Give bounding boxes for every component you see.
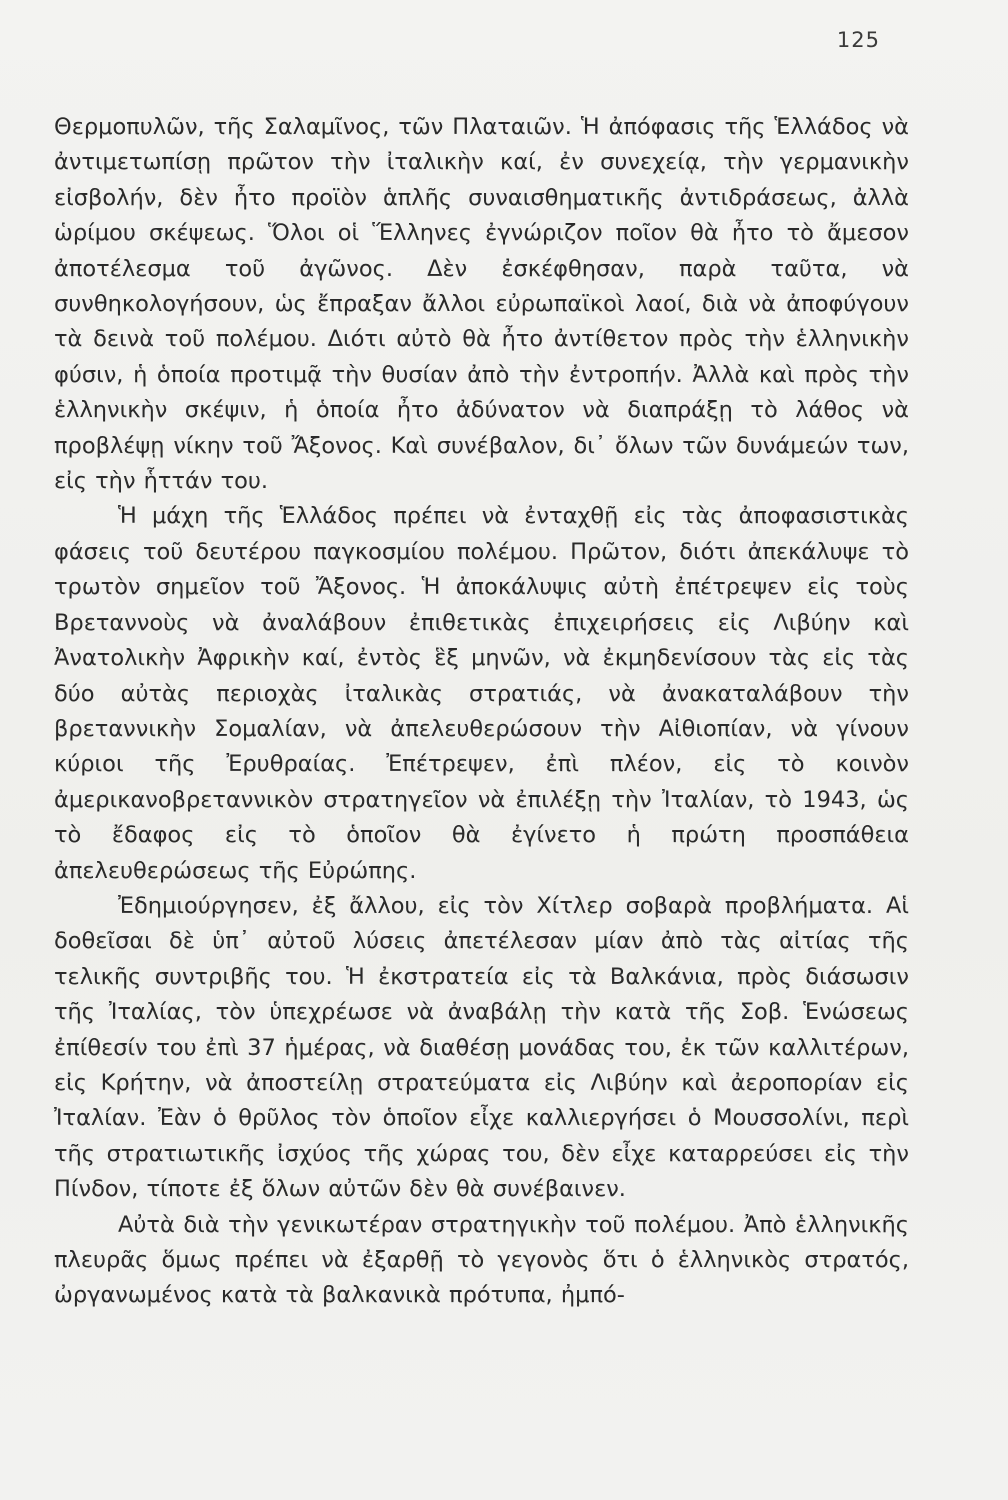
- body-text: [54, 110, 909, 1314]
- paragraph-2: Ἡ μάχη τῆς Ἑλλάδος πρέπει νὰ ἐνταχθῇ εἰς τὰς ἀποφασιστικὰς φάσεις τοῦ δευτέρου παγκοσμίου πολέμου. Πρῶτον, διότι ἀπεκάλυψε τὸ τρωτὸν σημεῖον τοῦ Ἄξονος. Ἡ ἀποκάλυψις αὐτὴ ἐπέτρεψεν εἰς τοὺς Βρεταννοὺς νὰ ἀναλάβουν ἐπιθετικὰς ἐπιχειρήσεις εἰς Λιβύην καὶ Ἀνατολικὴν Ἀφρικὴν καί, ἐντὸς ἓξ μηνῶν, νὰ ἐκμηδενίσουν τὰς εἰς τὰς δύο αὐτὰς περιοχὰς ἰταλικὰς στρατιάς, νὰ ἀνακαταλάβουν τὴν βρεταννικὴν Σομαλίαν, νὰ ἀπελευθερώσουν τὴν Αἰθιοπίαν, νὰ γίνουν κύριοι τῆς Ἐρυθραίας. Ἐπέτρεψεν, ἐπὶ πλέον, εἰς τὸ κοινὸν ἀμερικανοβρεταννικὸν στρατηγεῖον νὰ ἐπιλέξῃ τὴν Ἰταλίαν, τὸ 1943, ὡς τὸ ἔδαφος εἰς τὸ ὁποῖον θὰ ἐγίνετο ἡ πρώτη προσπάθεια ἀπελευθερώσεως τῆς Εὐρώπης.: [54, 503, 909, 884]
- paragraph-1: Θερμοπυλῶν, τῆς Σαλαμῖνος, τῶν Πλαταιῶν. Ἡ ἀπόφασις τῆς Ἑλλάδος νὰ ἀντιμετωπίσῃ πρῶτον τὴν ἰταλικὴν καί, ἐν συνεχείᾳ, τὴν γερμανικὴν εἰσβολήν, δὲν ἦτο προϊὸν ἁπλῆς συναισθηματικῆς ἀντιδράσεως, ἀλλὰ ὡρίμου σκέψεως. Ὅλοι οἱ Ἕλληνες ἐγνώριζον ποῖον θὰ ἦτο τὸ ἄμεσον ἀποτέλεσμα τοῦ ἀγῶνος. Δὲν ἐσκέφθησαν, παρὰ ταῦτα, νὰ συνθηκολογήσουν, ὡς ἔπραξαν ἄλλοι εὐρωπαϊκοὶ λαοί, διὰ νὰ ἀποφύγουν τὰ δεινὰ τοῦ πολέμου. Διότι αὐτὸ θὰ ἦτο ἀντίθετον πρὸς τὴν ἑλληνικὴν φύσιν, ἡ ὁποία προτιμᾷ τὴν θυσίαν ἀπὸ τὴν ἐντροπήν. Ἀλλὰ καὶ πρὸς τὴν ἑλληνικὴν σκέψιν, ἡ ὁποία ἦτο ἀδύνατον νὰ διαπράξῃ τὸ λάθος νὰ προβλέψῃ νίκην τοῦ Ἄξονος. Καὶ συνέβαλον, δι᾽ ὅλων τῶν δυνάμεών των, εἰς τὴν ἧττάν του.: [54, 114, 909, 495]
- page-number: 125: [836, 28, 880, 52]
- paragraph-3: Ἐδημιούργησεν, ἐξ ἄλλου, εἰς τὸν Χίτλερ σοβαρὰ προβλήματα. Αἱ δοθεῖσαι δὲ ὑπ᾽ αὐτοῦ λύσεις ἀπετέλεσαν μίαν ἀπὸ τὰς αἰτίας τῆς τελικῆς συντριβῆς του. Ἡ ἐκστρατεία εἰς τὰ Βαλκάνια, πρὸς διάσωσιν τῆς Ἰταλίας, τὸν ὑπεχρέωσε νὰ ἀναβάλῃ τὴν κατὰ τῆς Σοβ. Ἑνώσεως ἐπίθεσίν του ἐπὶ 37 ἡμέρας, νὰ διαθέσῃ μονάδας του, ἐκ τῶν καλλιτέρων, εἰς Κρήτην, νὰ ἀποστείλῃ στρατεύματα εἰς Λιβύην καὶ ἀεροπορίαν εἰς Ἰταλίαν. Ἐὰν ὁ θρῦλος τὸν ὁποῖον εἶχε καλλιεργήσει ὁ Μουσσολίνι, περὶ τῆς στρατιωτικῆς ἰσχύος τῆς χώρας του, δὲν εἶχε καταρρεύσει εἰς τὴν Πίνδον, τίποτε ἐξ ὅλων αὐτῶν δὲν θὰ συνέβαινεν.: [54, 892, 909, 1203]
- paragraph-4: Αὐτὰ διὰ τὴν γενικωτέραν στρατηγικὴν τοῦ πολέμου. Ἀπὸ ἑλληνικῆς πλευρᾶς ὅμως πρέπει νὰ ἐξαρθῇ τὸ γεγονὸς ὅτι ὁ ἑλληνικὸς στρατός, ὠργανωμένος κατὰ τὰ βαλκανικὰ πρότυπα, ἠμπό-: [54, 1211, 909, 1309]
